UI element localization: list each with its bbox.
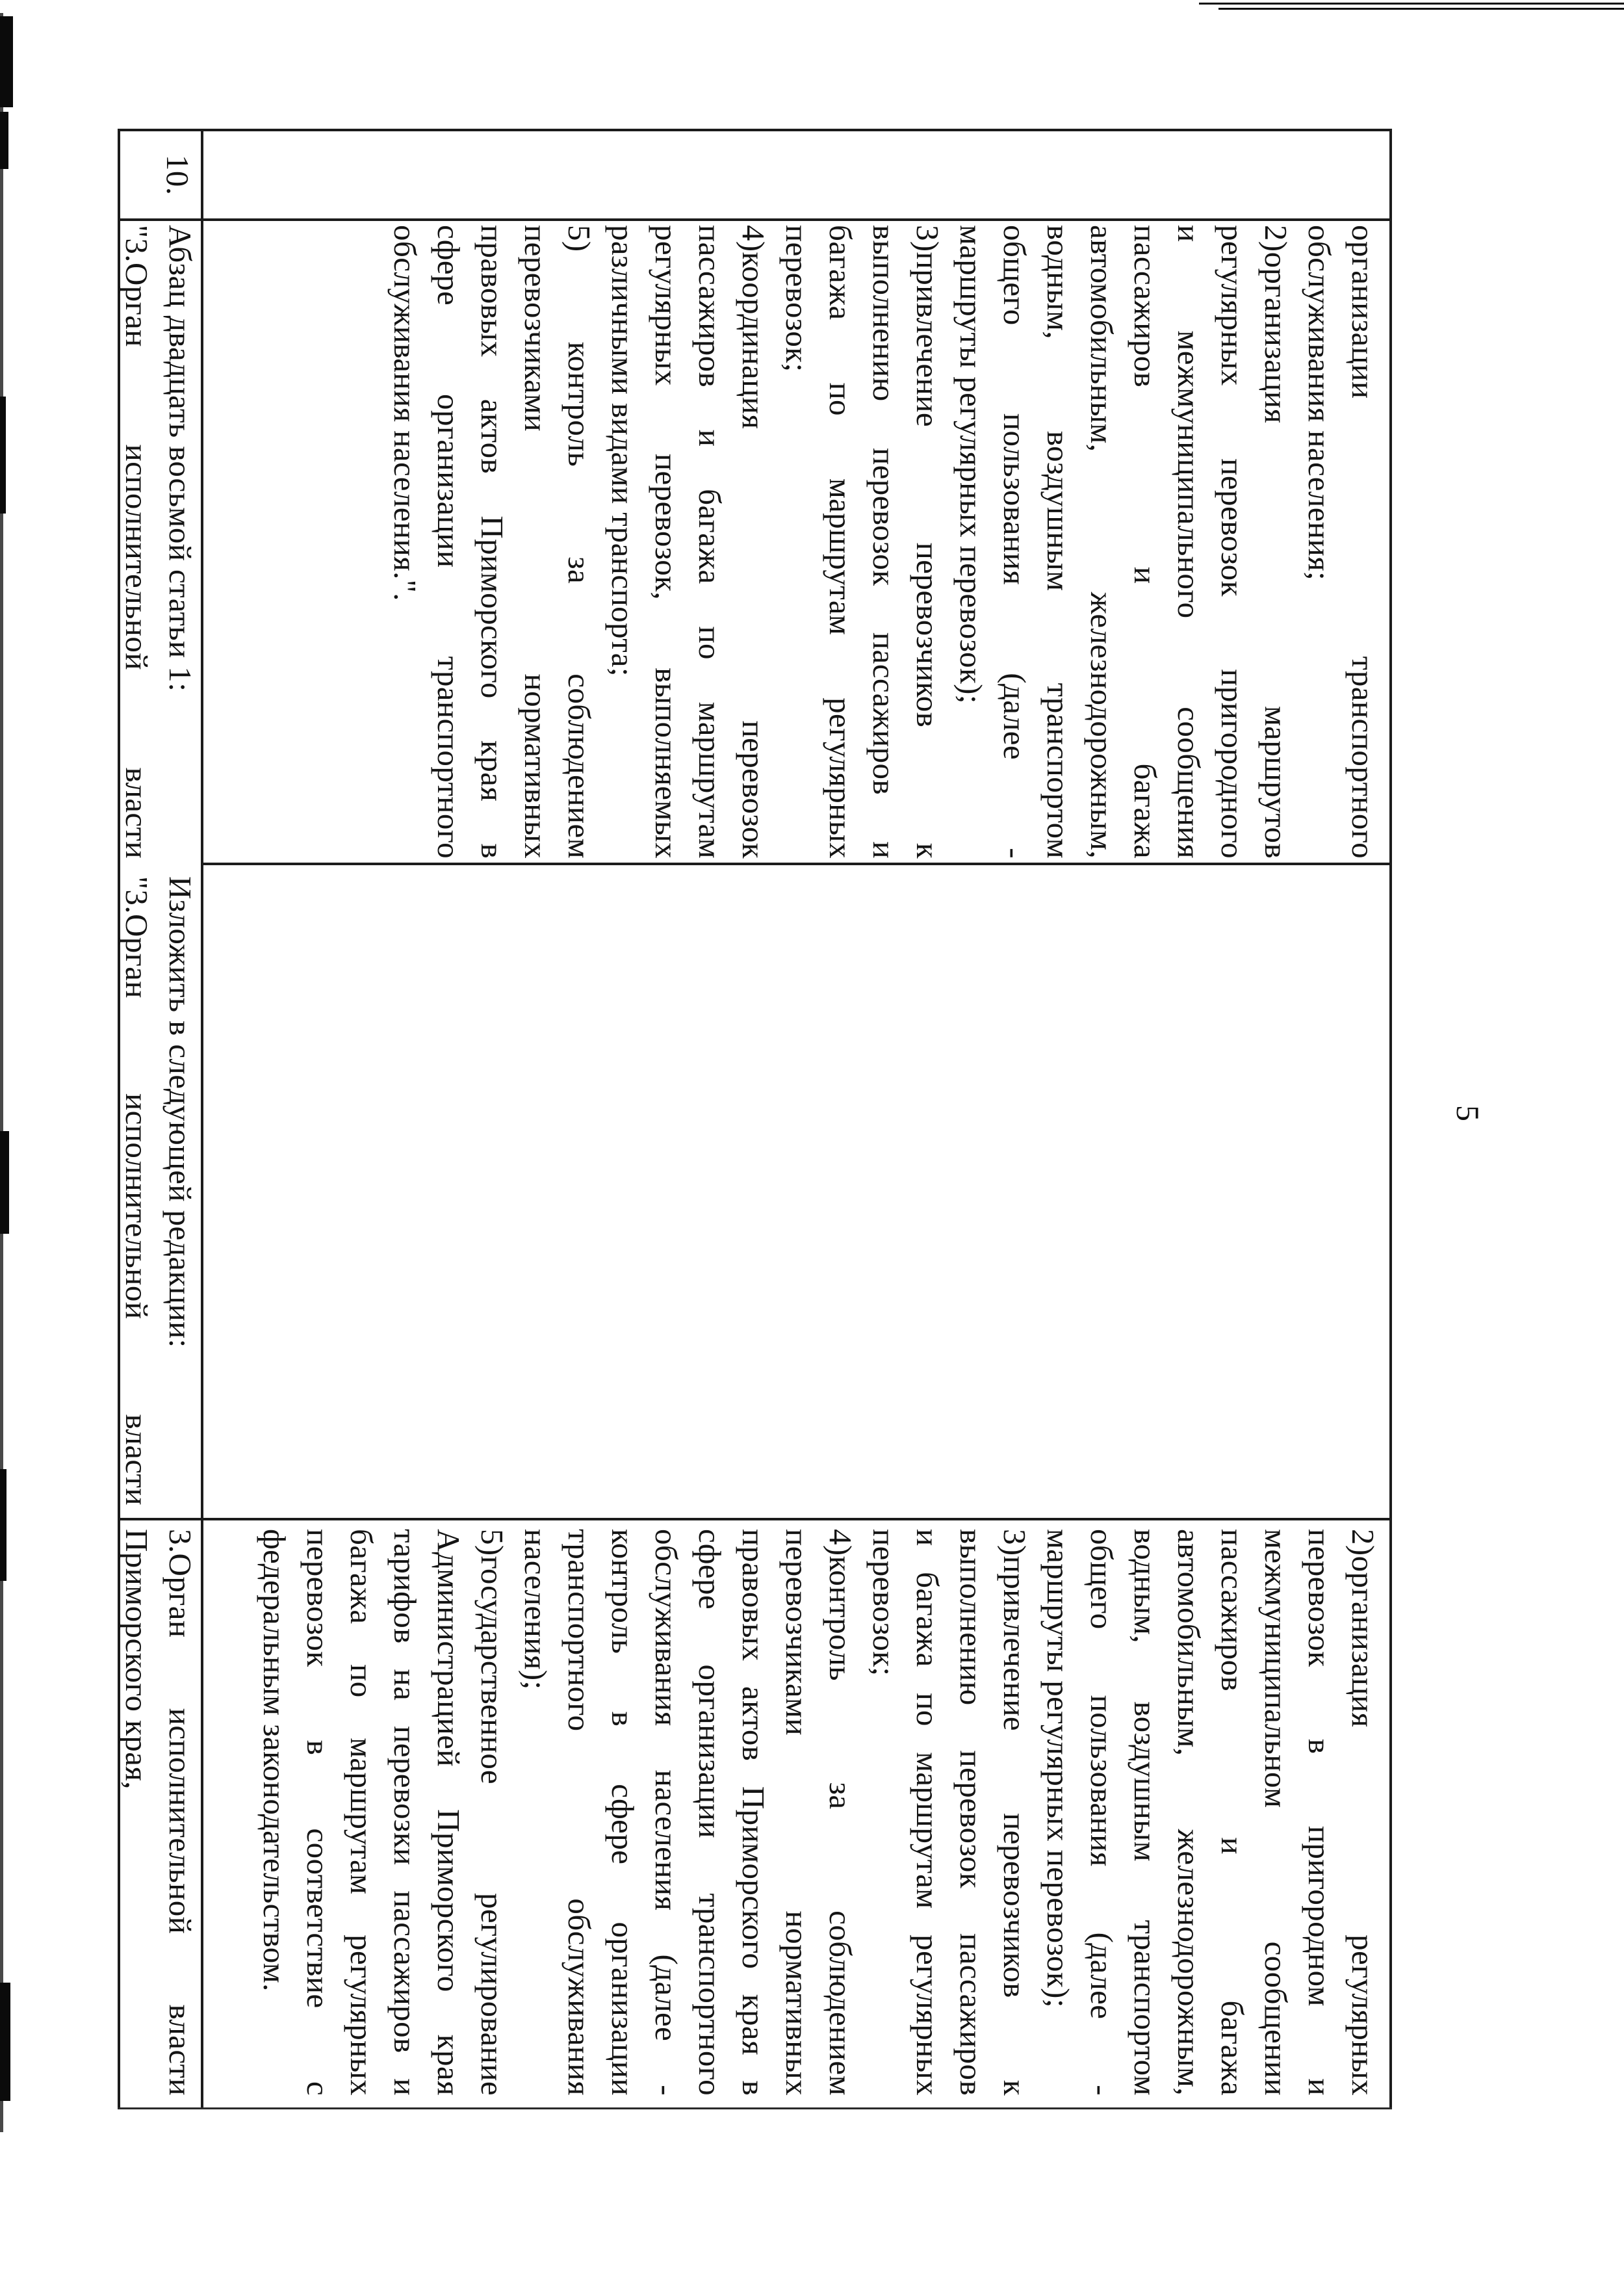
- scan-artifact-top-line-1: [1199, 3, 1624, 5]
- page-number: 5: [1450, 1105, 1486, 1121]
- text-line: обслуживания населения (далее -: [649, 1529, 684, 2096]
- table-border-col2-col3: [201, 863, 1392, 865]
- text-line: "3.Орган исполнительной власти: [119, 225, 155, 859]
- table-border-left: [118, 129, 1392, 131]
- text-line: автомобильным, железнодорожным,: [1171, 1529, 1207, 2096]
- text-line: 3)привлечение перевозчиков к: [997, 1529, 1033, 2096]
- text-line: багажа по маршрутам регулярных: [344, 1529, 380, 2096]
- text-line: 4)координация перевозок: [736, 225, 771, 859]
- text-line: населения);: [518, 1529, 554, 1690]
- text-line: тарифов на перевозки пассажиров и: [387, 1529, 423, 2096]
- table-border-right: [118, 2107, 1392, 2109]
- text-line: Абзац двадцать восьмой статьи 1:: [162, 225, 198, 692]
- text-line: федеральным законодательством.: [257, 1529, 292, 1992]
- text-line: и межмуниципального сообщения: [1171, 225, 1207, 859]
- row-number-cell: [156, 155, 200, 213]
- text-line: 3)привлечение перевозчиков к: [910, 225, 946, 859]
- text-line: регулярных перевозок пригородного: [1215, 225, 1250, 859]
- scan-artifact-left-edge-strip: [0, 13, 3, 2132]
- text-line: маршруты регулярных перевозок);: [1040, 1529, 1076, 2008]
- text-line: Администрацией Приморского края: [431, 1529, 467, 2096]
- row10-amended-unit-cell: [115, 225, 202, 859]
- text-line: выполнению перевозок пассажиров: [953, 1529, 989, 2096]
- scan-artifact-left-edge-mark: [0, 112, 8, 169]
- text-line: пассажиров и багажа: [1215, 1529, 1250, 2096]
- text-line: организации транспортного: [1345, 225, 1381, 859]
- text-line: 5) контроль за соблюдением: [561, 225, 597, 859]
- text-line: пассажиров и багажа по маршрутам: [692, 225, 728, 859]
- text-line: выполнению перевозок пассажиров и: [866, 225, 902, 859]
- text-line: правовых актов Приморского края в: [474, 225, 510, 859]
- text-line: 2)организация регулярных: [1345, 1529, 1381, 2096]
- row10-new-wording-cell: [115, 1529, 202, 2096]
- scan-artifact-left-edge-mark: [0, 397, 6, 514]
- text-line: транспортного обслуживания: [561, 1529, 597, 2096]
- scan-artifact-left-edge-mark: [0, 1469, 6, 1581]
- text-line: правовых актов Приморского края в: [736, 1529, 771, 2096]
- text-line: перевозок в соответствие с: [300, 1529, 336, 2096]
- text-line: багажа по маршрутам регулярных: [823, 225, 858, 859]
- text-line: различными видами транспорта;: [605, 225, 641, 677]
- text-line: контроль в сфере организации: [605, 1529, 641, 2096]
- scan-artifact-left-edge-mark: [0, 16, 13, 107]
- text-line: автомобильным, железнодорожным,: [1084, 225, 1120, 859]
- text-line: Приморского края,: [119, 1529, 155, 1790]
- text-line: маршруты регулярных перевозок);: [953, 225, 989, 704]
- text-line: водным, воздушным транспортом: [1128, 1529, 1163, 2096]
- scan-artifact-left-edge-mark: [0, 1131, 9, 1234]
- text-line: и багажа по маршрутам регулярных: [910, 1529, 946, 2096]
- row-number: 10.: [160, 155, 196, 196]
- text-line: перевозчиками нормативных: [518, 225, 554, 859]
- row9-current-wording-cell: [383, 225, 1385, 859]
- text-line: пассажиров и багажа: [1128, 225, 1163, 859]
- text-line: перевозчиками нормативных: [779, 1529, 815, 2096]
- text-line: сфере организации транспортного: [431, 225, 467, 859]
- text-line: регулярных перевозок, выполняемых: [649, 225, 684, 859]
- table-border-col3-col4: [118, 1518, 1392, 1520]
- text-line: 4)контроль за соблюдением: [823, 1529, 858, 2096]
- table-border-top: [1389, 129, 1392, 2109]
- text-line: перевозок в пригородном и: [1302, 1529, 1337, 2096]
- row9-new-wording-cell: [253, 1529, 1385, 2096]
- text-line: обслуживания населения;: [1302, 225, 1337, 581]
- text-line: обслуживания населения.".: [387, 225, 423, 601]
- text-line: "3.Орган исполнительной власти: [119, 876, 155, 1505]
- table-border-col1-col2: [118, 218, 1392, 221]
- text-line: межмуниципальном сообщении: [1258, 1529, 1294, 2096]
- text-line: сфере организации транспортного: [692, 1529, 728, 2096]
- text-line: Изложить в следующей редакции:: [162, 876, 198, 1348]
- text-line: водным, воздушным транспортом: [1040, 225, 1076, 859]
- text-line: перевозок;: [779, 225, 815, 372]
- text-line: общего пользования (далее -: [1084, 1529, 1120, 2096]
- text-line: 5)государственное регулирование: [474, 1529, 510, 2096]
- text-line: перевозок;: [866, 1529, 902, 1676]
- row10-instruction-cell: [115, 876, 202, 1505]
- text-line: общего пользования (далее -: [997, 225, 1033, 859]
- text-line: 2)организация маршрутов: [1258, 225, 1294, 859]
- scan-artifact-top-line-2: [1218, 8, 1624, 10]
- scan-artifact-left-edge-mark: [0, 1983, 10, 2101]
- text-line: 3.Орган исполнительной власти: [162, 1529, 198, 2096]
